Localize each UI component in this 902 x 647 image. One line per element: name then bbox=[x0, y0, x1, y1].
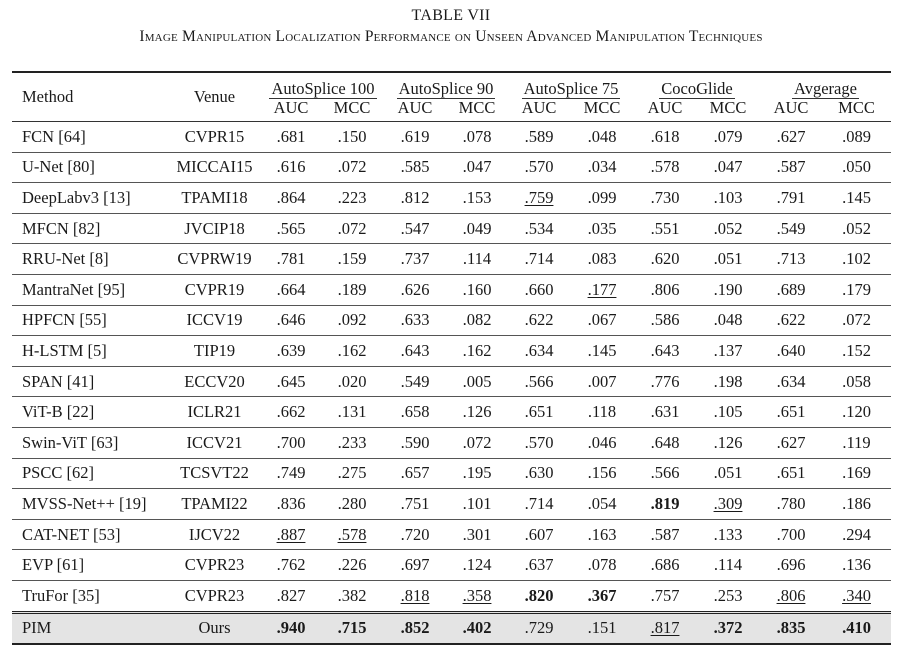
method-cell: MFCN [82] bbox=[12, 213, 167, 244]
auc-cell: .565 bbox=[262, 213, 320, 244]
mcc-cell: .156 bbox=[570, 458, 634, 489]
auc-cell: .630 bbox=[508, 458, 570, 489]
auc-cell: .626 bbox=[384, 274, 446, 305]
method-cell: Swin-ViT [63] bbox=[12, 427, 167, 458]
auc-cell: .566 bbox=[634, 458, 696, 489]
mcc-cell: .137 bbox=[696, 336, 760, 367]
mcc-cell: .101 bbox=[446, 489, 508, 520]
auc-cell: .607 bbox=[508, 519, 570, 550]
auc-cell: .714 bbox=[508, 244, 570, 275]
mcc-cell: .126 bbox=[446, 397, 508, 428]
header-metric-auc: AUC bbox=[397, 98, 433, 117]
mcc-cell: .151 bbox=[570, 612, 634, 644]
header-metric-auc: AUC bbox=[273, 98, 309, 117]
auc-cell: .730 bbox=[634, 183, 696, 214]
table-body bbox=[12, 122, 891, 613]
auc-cell: .622 bbox=[760, 305, 822, 336]
auc-cell: .646 bbox=[262, 305, 320, 336]
mcc-cell: .715 bbox=[320, 612, 384, 644]
auc-cell: .627 bbox=[760, 122, 822, 153]
auc-cell: .640 bbox=[760, 336, 822, 367]
method-cell: SPAN [41] bbox=[12, 366, 167, 397]
mcc-cell: .186 bbox=[822, 489, 891, 520]
mcc-cell: .103 bbox=[696, 183, 760, 214]
auc-cell: .549 bbox=[760, 213, 822, 244]
auc-cell: .864 bbox=[262, 183, 320, 214]
auc-cell: .700 bbox=[262, 427, 320, 458]
auc-cell: .587 bbox=[760, 152, 822, 183]
venue-cell: CVPR19 bbox=[167, 274, 262, 305]
table-row bbox=[12, 580, 891, 612]
auc-cell: .616 bbox=[262, 152, 320, 183]
mcc-cell: .047 bbox=[696, 152, 760, 183]
table-row bbox=[12, 366, 891, 397]
header-metric-mcc: MCC bbox=[333, 98, 371, 117]
table-row bbox=[12, 336, 891, 367]
mcc-cell: .163 bbox=[570, 519, 634, 550]
venue-cell: ICLR21 bbox=[167, 397, 262, 428]
table-row bbox=[12, 427, 891, 458]
mcc-cell: .072 bbox=[320, 213, 384, 244]
table-row bbox=[12, 274, 891, 305]
venue-cell: CVPR15 bbox=[167, 122, 262, 153]
auc-cell: .645 bbox=[262, 366, 320, 397]
auc-cell: .590 bbox=[384, 427, 446, 458]
mcc-cell: .372 bbox=[696, 612, 760, 644]
auc-cell: .714 bbox=[508, 489, 570, 520]
mcc-cell: .294 bbox=[822, 519, 891, 550]
auc-cell: .681 bbox=[262, 122, 320, 153]
mcc-cell: .153 bbox=[446, 183, 508, 214]
mcc-cell: .223 bbox=[320, 183, 384, 214]
method-cell: H-LSTM [5] bbox=[12, 336, 167, 367]
mcc-cell: .578 bbox=[320, 519, 384, 550]
mcc-cell: .150 bbox=[320, 122, 384, 153]
auc-cell: .547 bbox=[384, 213, 446, 244]
method-cell: RRU-Net [8] bbox=[12, 244, 167, 275]
header-metric-mcc: MCC bbox=[583, 98, 621, 117]
venue-cell: TPAMI22 bbox=[167, 489, 262, 520]
auc-cell: .651 bbox=[760, 397, 822, 428]
mcc-cell: .179 bbox=[822, 274, 891, 305]
auc-cell: .634 bbox=[508, 336, 570, 367]
table-row bbox=[12, 305, 891, 336]
mcc-cell: .253 bbox=[713, 585, 743, 605]
mcc-cell: .145 bbox=[570, 336, 634, 367]
mcc-cell: .102 bbox=[822, 244, 891, 275]
mcc-cell: .047 bbox=[446, 152, 508, 183]
mcc-cell: .410 bbox=[822, 612, 891, 644]
table-row bbox=[12, 244, 891, 275]
header-metric-mcc: MCC bbox=[838, 98, 875, 117]
mcc-cell: .114 bbox=[696, 550, 760, 581]
method-cell: MantraNet [95] bbox=[12, 274, 167, 305]
mcc-cell: .190 bbox=[696, 274, 760, 305]
header-metric-mcc: MCC bbox=[709, 98, 747, 117]
auc-cell: .762 bbox=[262, 550, 320, 581]
mcc-cell: .048 bbox=[570, 122, 634, 153]
table-row bbox=[12, 213, 891, 244]
auc-cell: .651 bbox=[760, 458, 822, 489]
venue-cell: CVPR23 bbox=[167, 550, 262, 581]
auc-cell: .589 bbox=[508, 122, 570, 153]
mcc-cell: .169 bbox=[822, 458, 891, 489]
auc-cell: .549 bbox=[384, 366, 446, 397]
mcc-cell: .114 bbox=[446, 244, 508, 275]
method-cell: PIM bbox=[12, 612, 167, 644]
auc-cell: .729 bbox=[508, 612, 570, 644]
mcc-cell: .358 bbox=[462, 585, 492, 605]
mcc-cell: .089 bbox=[822, 122, 891, 153]
mcc-cell: .048 bbox=[696, 305, 760, 336]
header-metric-auc: AUC bbox=[521, 98, 557, 117]
mcc-cell: .099 bbox=[570, 183, 634, 214]
mcc-cell: .145 bbox=[822, 183, 891, 214]
header-metric-auc: AUC bbox=[647, 98, 683, 117]
mcc-cell: .131 bbox=[320, 397, 384, 428]
mcc-cell: .162 bbox=[446, 336, 508, 367]
results-table bbox=[12, 71, 891, 645]
auc-cell: .852 bbox=[384, 612, 446, 644]
auc-cell: .664 bbox=[262, 274, 320, 305]
mcc-cell: .051 bbox=[696, 458, 760, 489]
mcc-cell: .162 bbox=[320, 336, 384, 367]
mcc-cell: .034 bbox=[570, 152, 634, 183]
auc-cell: .657 bbox=[384, 458, 446, 489]
auc-cell: .620 bbox=[634, 244, 696, 275]
mcc-cell: .051 bbox=[696, 244, 760, 275]
auc-cell: .700 bbox=[760, 519, 822, 550]
mcc-cell: .050 bbox=[822, 152, 891, 183]
auc-cell: .791 bbox=[760, 183, 822, 214]
auc-cell: .781 bbox=[262, 244, 320, 275]
table-row bbox=[12, 152, 891, 183]
mcc-cell: .309 bbox=[696, 489, 760, 520]
method-cell: ViT-B [22] bbox=[12, 397, 167, 428]
mcc-cell: .301 bbox=[446, 519, 508, 550]
auc-cell: .780 bbox=[760, 489, 822, 520]
auc-cell: .618 bbox=[634, 122, 696, 153]
auc-cell: .566 bbox=[508, 366, 570, 397]
mcc-cell: .367 bbox=[587, 585, 617, 605]
mcc-cell: .092 bbox=[320, 305, 384, 336]
mcc-cell: .052 bbox=[822, 213, 891, 244]
method-cell: DeepLabv3 [13] bbox=[12, 183, 167, 214]
mcc-cell: .160 bbox=[446, 274, 508, 305]
table-title: Image Manipulation Localization Performance on Unseen Advanced Manipulation Techniques bbox=[139, 28, 763, 45]
table-number: TABLE VII bbox=[411, 7, 491, 24]
auc-cell: .627 bbox=[760, 427, 822, 458]
mcc-cell: .020 bbox=[320, 366, 384, 397]
mcc-cell: .079 bbox=[696, 122, 760, 153]
method-cell: FCN [64] bbox=[12, 122, 167, 153]
venue-cell: ICCV19 bbox=[167, 305, 262, 336]
mcc-cell: .119 bbox=[822, 427, 891, 458]
auc-cell: .686 bbox=[634, 550, 696, 581]
table-row-ours bbox=[12, 612, 891, 644]
table-row bbox=[12, 550, 891, 581]
auc-cell: .570 bbox=[508, 427, 570, 458]
mcc-cell: .177 bbox=[570, 274, 634, 305]
auc-cell: .586 bbox=[634, 305, 696, 336]
mcc-cell: .280 bbox=[320, 489, 384, 520]
mcc-cell: .340 bbox=[842, 585, 871, 605]
mcc-cell: .402 bbox=[446, 612, 508, 644]
auc-cell: .633 bbox=[384, 305, 446, 336]
mcc-cell: .105 bbox=[696, 397, 760, 428]
header-group-autosplice-90: AutoSplice 90 bbox=[398, 79, 494, 98]
auc-cell: .749 bbox=[262, 458, 320, 489]
mcc-cell: .226 bbox=[320, 550, 384, 581]
mcc-cell: .049 bbox=[446, 213, 508, 244]
auc-cell: .713 bbox=[760, 244, 822, 275]
table-row bbox=[12, 489, 891, 520]
auc-cell: .643 bbox=[384, 336, 446, 367]
auc-cell: .619 bbox=[384, 122, 446, 153]
venue-cell: MICCAI15 bbox=[167, 152, 262, 183]
auc-cell: .648 bbox=[634, 427, 696, 458]
auc-cell: .631 bbox=[634, 397, 696, 428]
auc-cell: .836 bbox=[262, 489, 320, 520]
auc-cell: .737 bbox=[384, 244, 446, 275]
header-venue: Venue bbox=[193, 87, 236, 106]
method-cell: MVSS-Net++ [19] bbox=[12, 489, 167, 520]
mcc-cell: .189 bbox=[320, 274, 384, 305]
method-cell: HPFCN [55] bbox=[12, 305, 167, 336]
auc-cell: .587 bbox=[634, 519, 696, 550]
auc-cell: .643 bbox=[634, 336, 696, 367]
auc-cell: .835 bbox=[760, 612, 822, 644]
auc-cell: .806 bbox=[634, 274, 696, 305]
auc-cell: .551 bbox=[634, 213, 696, 244]
auc-cell: .651 bbox=[508, 397, 570, 428]
mcc-cell: .007 bbox=[570, 366, 634, 397]
mcc-cell: .133 bbox=[696, 519, 760, 550]
mcc-cell: .052 bbox=[696, 213, 760, 244]
auc-cell: .639 bbox=[262, 336, 320, 367]
method-cell: PSCC [62] bbox=[12, 458, 167, 489]
method-cell: CAT-NET [53] bbox=[12, 519, 167, 550]
auc-cell: .689 bbox=[760, 274, 822, 305]
table-row bbox=[12, 519, 891, 550]
mcc-cell: .198 bbox=[696, 366, 760, 397]
table-caption bbox=[0, 6, 902, 48]
auc-cell: .820 bbox=[524, 585, 554, 605]
method-cell: TruFor [35] bbox=[22, 585, 100, 605]
table-footer bbox=[12, 612, 891, 644]
header-group-autosplice-75: AutoSplice 75 bbox=[523, 79, 619, 98]
auc-cell: .940 bbox=[262, 612, 320, 644]
mcc-cell: .233 bbox=[320, 427, 384, 458]
auc-cell: .751 bbox=[384, 489, 446, 520]
table-row bbox=[12, 458, 891, 489]
table-row bbox=[12, 183, 891, 214]
mcc-cell: .152 bbox=[822, 336, 891, 367]
auc-cell: .818 bbox=[400, 585, 430, 605]
venue-cell: ICCV21 bbox=[167, 427, 262, 458]
mcc-cell: .124 bbox=[446, 550, 508, 581]
mcc-cell: .046 bbox=[570, 427, 634, 458]
venue-cell: CVPR23 bbox=[184, 585, 245, 605]
auc-cell: .697 bbox=[384, 550, 446, 581]
mcc-cell: .082 bbox=[446, 305, 508, 336]
header-method: Method bbox=[22, 87, 74, 106]
auc-cell: .757 bbox=[650, 585, 680, 605]
mcc-cell: .035 bbox=[570, 213, 634, 244]
auc-cell: .585 bbox=[384, 152, 446, 183]
mcc-cell: .126 bbox=[696, 427, 760, 458]
auc-cell: .534 bbox=[508, 213, 570, 244]
auc-cell: .776 bbox=[634, 366, 696, 397]
header-group-cocoglide: CocoGlide bbox=[661, 79, 733, 98]
mcc-cell: .005 bbox=[446, 366, 508, 397]
mcc-cell: .120 bbox=[822, 397, 891, 428]
venue-cell: IJCV22 bbox=[167, 519, 262, 550]
venue-cell: CVPRW19 bbox=[167, 244, 262, 275]
header-group-average: Avgerage bbox=[794, 79, 857, 98]
mcc-cell: .195 bbox=[446, 458, 508, 489]
mcc-cell: .083 bbox=[570, 244, 634, 275]
auc-cell: .696 bbox=[760, 550, 822, 581]
mcc-cell: .054 bbox=[570, 489, 634, 520]
mcc-cell: .382 bbox=[337, 585, 367, 605]
mcc-cell: .118 bbox=[570, 397, 634, 428]
auc-cell: .570 bbox=[508, 152, 570, 183]
auc-cell: .819 bbox=[634, 489, 696, 520]
method-cell: U-Net [80] bbox=[12, 152, 167, 183]
mcc-cell: .159 bbox=[320, 244, 384, 275]
mcc-cell: .275 bbox=[320, 458, 384, 489]
table-row bbox=[12, 397, 891, 428]
mcc-cell: .067 bbox=[570, 305, 634, 336]
header-group-autosplice-100: AutoSplice 100 bbox=[271, 79, 375, 98]
auc-cell: .806 bbox=[776, 585, 806, 605]
auc-cell: .887 bbox=[262, 519, 320, 550]
auc-cell: .720 bbox=[384, 519, 446, 550]
header-metric-auc: AUC bbox=[773, 98, 809, 117]
auc-cell: .759 bbox=[508, 183, 570, 214]
venue-cell: Ours bbox=[167, 612, 262, 644]
venue-cell: ECCV20 bbox=[167, 366, 262, 397]
venue-cell: TPAMI18 bbox=[167, 183, 262, 214]
mcc-cell: .058 bbox=[822, 366, 891, 397]
auc-cell: .637 bbox=[508, 550, 570, 581]
auc-cell: .812 bbox=[384, 183, 446, 214]
mcc-cell: .078 bbox=[570, 550, 634, 581]
mcc-cell: .072 bbox=[822, 305, 891, 336]
auc-cell: .660 bbox=[508, 274, 570, 305]
auc-cell: .662 bbox=[262, 397, 320, 428]
venue-cell: JVCIP18 bbox=[167, 213, 262, 244]
mcc-cell: .072 bbox=[320, 152, 384, 183]
table-row bbox=[12, 122, 891, 153]
venue-cell: TIP19 bbox=[167, 336, 262, 367]
auc-cell: .578 bbox=[634, 152, 696, 183]
auc-cell: .634 bbox=[760, 366, 822, 397]
mcc-cell: .072 bbox=[446, 427, 508, 458]
auc-cell: .658 bbox=[384, 397, 446, 428]
mcc-cell: .078 bbox=[446, 122, 508, 153]
auc-cell: .622 bbox=[508, 305, 570, 336]
auc-cell: .817 bbox=[634, 612, 696, 644]
auc-cell: .827 bbox=[276, 585, 306, 605]
venue-cell: TCSVT22 bbox=[167, 458, 262, 489]
header-metric-mcc: MCC bbox=[458, 98, 496, 117]
method-cell: EVP [61] bbox=[12, 550, 167, 581]
mcc-cell: .136 bbox=[822, 550, 891, 581]
